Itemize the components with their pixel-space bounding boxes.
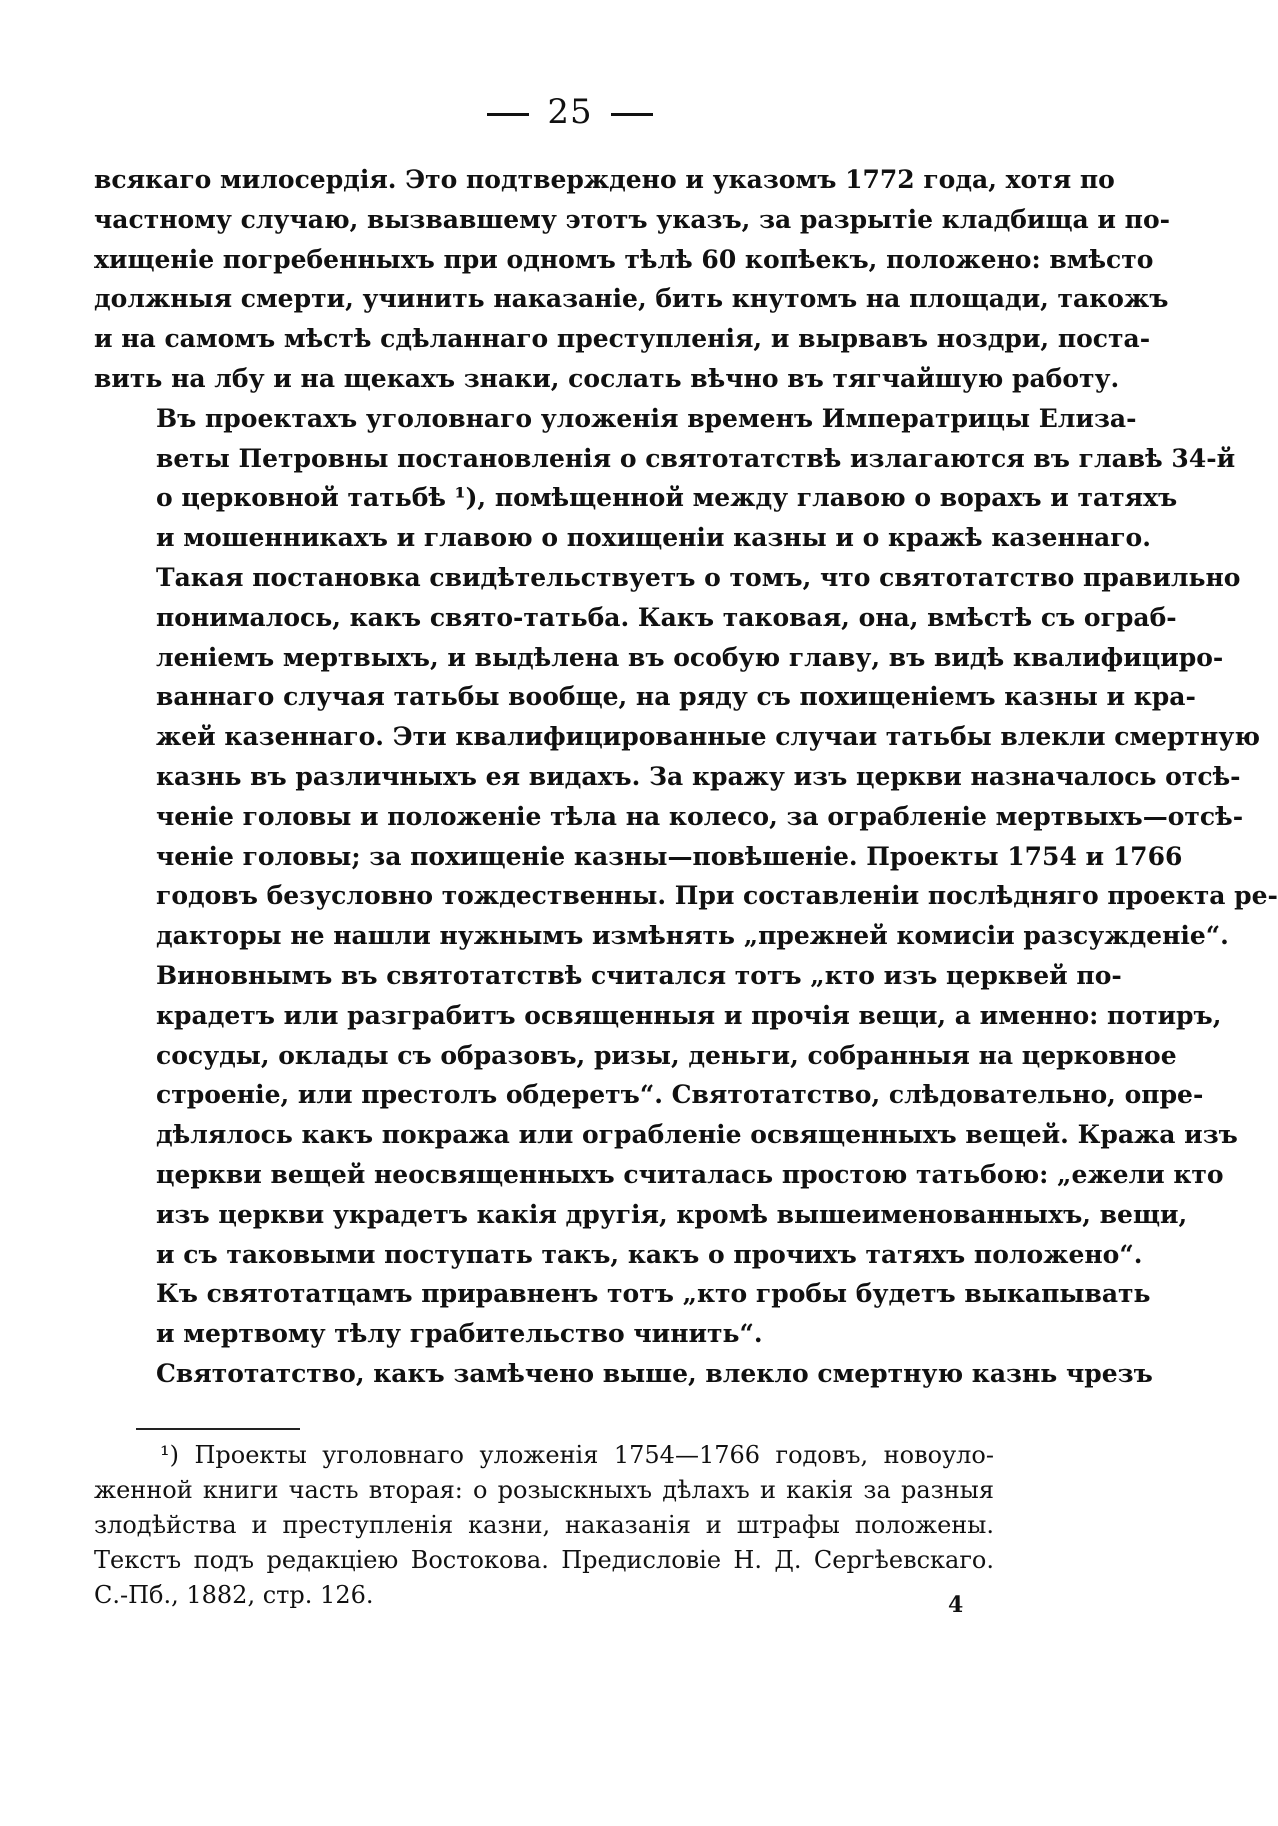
text-line: должныя смерти, учинить наказаніе, бить кнутомъ на площади, такожъ [94, 284, 1169, 314]
text-line: ваннаго случая татьбы вообще, на ряду съ похищеніемъ казны и кра- [156, 682, 1196, 712]
paragraph-1 [94, 160, 1171, 399]
text-line: Виновнымъ въ святотатствѣ считался тотъ „кто изъ церквей по- [156, 960, 1122, 990]
text-line: крадетъ или разграбитъ освященныя и прочія вещи, а именно: потиръ, [156, 1000, 1222, 1030]
text-line: леніемъ мертвыхъ, и выдѣлена въ особую главу, въ видѣ квалифициро- [156, 642, 1224, 672]
footnote-line: С.-Пб., 1882, стр. 126. [94, 1581, 374, 1609]
page-header [0, 92, 1140, 132]
text-line: и на самомъ мѣстѣ сдѣланнаго преступленія, и вырвавъ ноздри, поста- [94, 324, 1151, 354]
text-line: ченіе головы и положеніе тѣла на колесо, за ограбленіе мертвыхъ—отсѣ- [156, 801, 1244, 831]
footnote-text: Проекты уголовнаго уложенія 1754—1766 годовъ, новоуло- [194, 1441, 994, 1469]
header-dash-left [487, 113, 529, 116]
text-line: дакторы не нашли нужнымъ измѣнять „прежней комисіи разсужденіе“. [156, 921, 1229, 951]
text-line: Къ святотатцамъ приравненъ тотъ „кто гробы будетъ выкапывать [156, 1279, 1151, 1309]
footnote-divider [136, 1428, 300, 1430]
text-line: всякаго милосердія. Это подтверждено и указомъ 1772 года, хотя по [94, 165, 1115, 194]
signature-mark: 4 [948, 1592, 964, 1618]
footnote-line: Текстъ подъ редакціею Востокова. Предисловіе Н. Д. Сергѣевскаго. [94, 1546, 994, 1574]
header-dash-right [611, 113, 653, 116]
footnote-marker: ¹) [160, 1441, 179, 1469]
paragraph-3 [94, 956, 1238, 1354]
text-line: и мошенникахъ и главою о похищеніи казны и о кражѣ казеннаго. [156, 523, 1151, 553]
footnote-line: женной книги часть вторая: о розыскныхъ дѣлахъ и какія за разныя [94, 1476, 994, 1504]
text-line: жей казеннаго. Эти квалифицированные случаи татьбы влекли смертную [156, 722, 1260, 752]
footnote-line: злодѣйства и преступленія казни, наказанія и штрафы положены. [94, 1511, 994, 1539]
text-line: и мертвому тѣлу грабительство чинить“. [156, 1319, 763, 1349]
text-line: частному случаю, вызвавшему этотъ указъ, за разрытіе кладбища и по- [94, 204, 1171, 234]
text-line: казнь въ различныхъ ея видахъ. За кражу изъ церкви назначалось отсѣ- [156, 761, 1241, 791]
text-line: Святотатство, какъ замѣчено выше, влекло смертную казнь чрезъ [156, 1358, 1153, 1388]
text-line: Такая постановка свидѣтельствуетъ о томъ, что святотатство правильно [156, 562, 1241, 592]
paragraph-2 [94, 399, 1278, 956]
text-line: и съ таковыми поступать такъ, какъ о прочихъ татяхъ положено“. [156, 1239, 1143, 1269]
text-line: сосуды, оклады съ образовъ, ризы, деньги, собранныя на церковное [156, 1040, 1177, 1070]
page-number: 25 [547, 92, 593, 132]
text-line: годовъ безусловно тождественны. При составленіи послѣдняго проекта ре- [156, 881, 1278, 911]
paragraph-4 [94, 1354, 1153, 1394]
text-line: церкви вещей неосвященныхъ считалась простою татьбою: „ежели кто [156, 1159, 1224, 1189]
footnote [94, 1438, 994, 1613]
text-line: строеніе, или престолъ обдеретъ“. Святотатство, слѣдовательно, опре- [156, 1080, 1204, 1110]
text-line: о церковной татьбѣ ¹), помѣщенной между главою о ворахъ и татяхъ [156, 483, 1178, 513]
text-line: хищеніе погребенныхъ при одномъ тѣлѣ 60 копѣекъ, положено: вмѣсто [94, 244, 1154, 274]
text-line: ченіе головы; за похищеніе казны—повѣшеніе. Проекты 1754 и 1766 [156, 841, 1183, 871]
main-text [94, 160, 1278, 1394]
text-line: изъ церкви украдетъ какія другія, кромѣ вышеименованныхъ, вещи, [156, 1199, 1188, 1229]
text-line: веты Петровны постановленія о святотатствѣ излагаются въ главѣ 34-й [156, 443, 1236, 473]
footnote-line [94, 1438, 994, 1473]
text-line: понималось, какъ свято-татьба. Какъ таковая, она, вмѣстѣ съ ограб- [156, 602, 1177, 632]
text-line: дѣлялось какъ покража или ограбленіе освященныхъ вещей. Кража изъ [156, 1120, 1238, 1150]
text-line: вить на лбу и на щекахъ знаки, сослать вѣчно въ тягчайшую работу. [94, 363, 1120, 393]
text-line: Въ проектахъ уголовнаго уложенія временъ Императрицы Елиза- [156, 403, 1137, 433]
